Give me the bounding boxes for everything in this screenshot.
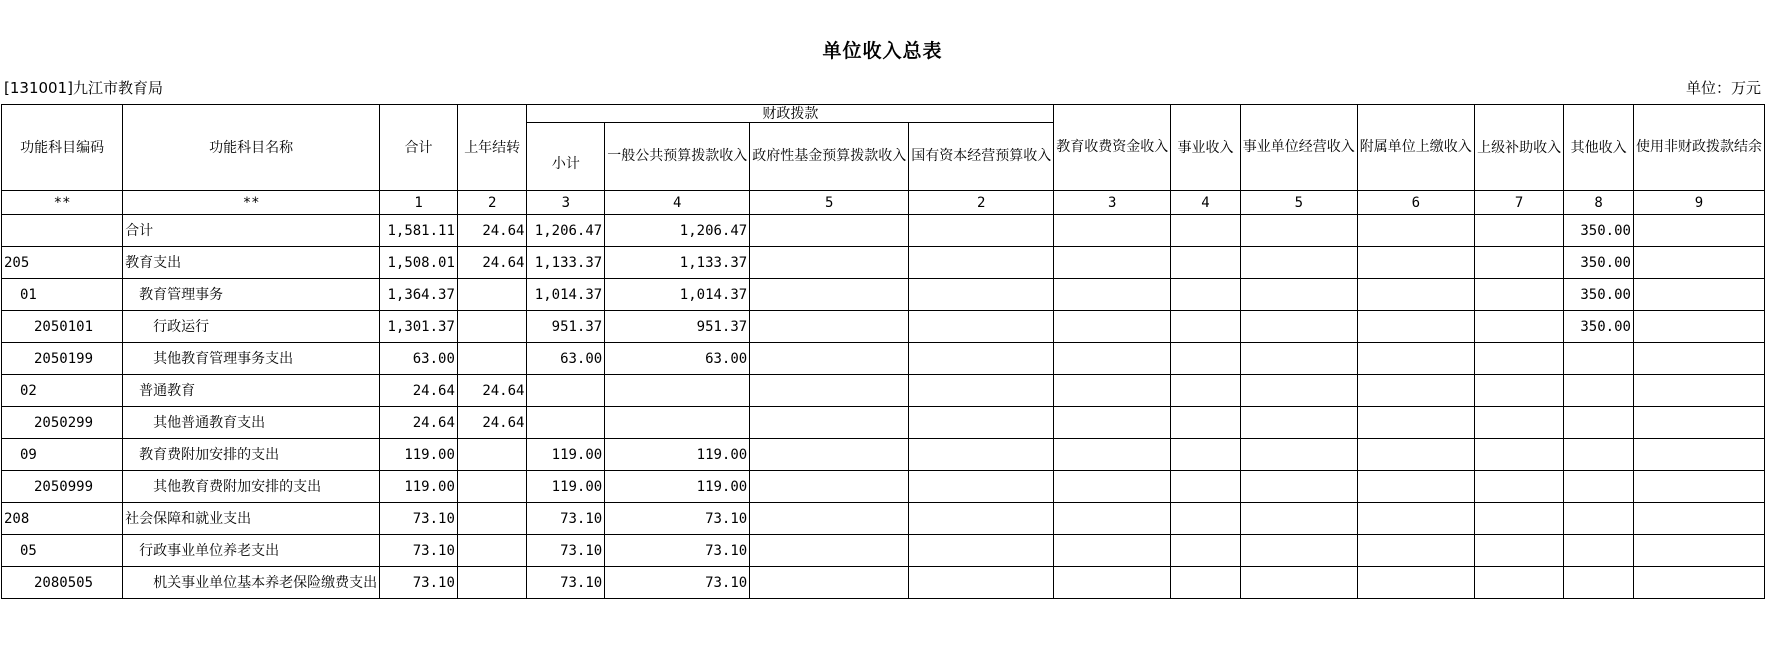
cell-code: 2050101 bbox=[2, 311, 123, 343]
cell-state-capital bbox=[909, 471, 1054, 503]
cell-superior bbox=[1474, 215, 1564, 247]
cell-carryover: 24.64 bbox=[457, 247, 527, 279]
cell-business bbox=[1171, 311, 1241, 343]
cell-non-fiscal bbox=[1633, 535, 1764, 567]
table-row bbox=[2, 535, 1765, 567]
cell-subtotal bbox=[527, 407, 605, 439]
cell-superior bbox=[1474, 471, 1564, 503]
cell-operating bbox=[1240, 407, 1357, 439]
cell-other bbox=[1564, 407, 1634, 439]
cell-other bbox=[1564, 343, 1634, 375]
cell-superior bbox=[1474, 279, 1564, 311]
cell-affiliated bbox=[1357, 311, 1474, 343]
cell-total: 73.10 bbox=[380, 535, 458, 567]
cell-business bbox=[1171, 535, 1241, 567]
cell-general: 951.37 bbox=[605, 311, 750, 343]
cell-code: 205 bbox=[2, 247, 123, 279]
cell-carryover: 24.64 bbox=[457, 215, 527, 247]
cell-affiliated bbox=[1357, 375, 1474, 407]
cell-affiliated bbox=[1357, 343, 1474, 375]
table-row bbox=[2, 407, 1765, 439]
cell-gov-fund bbox=[750, 439, 909, 471]
cell-carryover bbox=[457, 279, 527, 311]
cell-code: 2050999 bbox=[2, 471, 123, 503]
cell-superior bbox=[1474, 503, 1564, 535]
cell-affiliated bbox=[1357, 503, 1474, 535]
header-affiliated: 附属单位上缴收入 bbox=[1357, 105, 1474, 191]
cell-other: 350.00 bbox=[1564, 247, 1634, 279]
cell-operating bbox=[1240, 215, 1357, 247]
cell-code: 05 bbox=[2, 535, 123, 567]
cell-non-fiscal bbox=[1633, 567, 1764, 599]
header-non-fiscal: 使用非财政拨款结余 bbox=[1633, 105, 1764, 191]
cell-subtotal: 73.10 bbox=[527, 503, 605, 535]
cell-name: 其他普通教育支出 bbox=[123, 407, 380, 439]
cell-name: 教育管理事务 bbox=[123, 279, 380, 311]
cell-carryover bbox=[457, 439, 527, 471]
cell-operating bbox=[1240, 471, 1357, 503]
cell-edu-fee bbox=[1054, 343, 1171, 375]
cell-affiliated bbox=[1357, 567, 1474, 599]
cell-other: 350.00 bbox=[1564, 279, 1634, 311]
cell-business bbox=[1171, 279, 1241, 311]
header-subtotal: 小计 bbox=[527, 123, 605, 191]
cell-business bbox=[1171, 247, 1241, 279]
cell-total: 73.10 bbox=[380, 567, 458, 599]
index-cell: 5 bbox=[750, 191, 909, 215]
cell-edu-fee bbox=[1054, 311, 1171, 343]
table-row bbox=[2, 215, 1765, 247]
table-row bbox=[2, 311, 1765, 343]
cell-business bbox=[1171, 343, 1241, 375]
cell-superior bbox=[1474, 311, 1564, 343]
cell-subtotal bbox=[527, 375, 605, 407]
cell-state-capital bbox=[909, 439, 1054, 471]
cell-state-capital bbox=[909, 503, 1054, 535]
cell-other bbox=[1564, 503, 1634, 535]
cell-carryover bbox=[457, 311, 527, 343]
index-cell: 4 bbox=[1171, 191, 1241, 215]
cell-name: 其他教育管理事务支出 bbox=[123, 343, 380, 375]
cell-state-capital bbox=[909, 407, 1054, 439]
cell-general: 73.10 bbox=[605, 503, 750, 535]
cell-other: 350.00 bbox=[1564, 311, 1634, 343]
cell-business bbox=[1171, 567, 1241, 599]
cell-edu-fee bbox=[1054, 407, 1171, 439]
cell-carryover bbox=[457, 471, 527, 503]
cell-total: 24.64 bbox=[380, 407, 458, 439]
header-total: 合计 bbox=[380, 105, 458, 191]
cell-code: 09 bbox=[2, 439, 123, 471]
cell-code: 2050199 bbox=[2, 343, 123, 375]
cell-gov-fund bbox=[750, 215, 909, 247]
cell-operating bbox=[1240, 503, 1357, 535]
cell-affiliated bbox=[1357, 247, 1474, 279]
cell-general: 1,206.47 bbox=[605, 215, 750, 247]
cell-other: 350.00 bbox=[1564, 215, 1634, 247]
cell-operating bbox=[1240, 311, 1357, 343]
header-edu-fee: 教育收费资金收入 bbox=[1054, 105, 1171, 191]
cell-operating bbox=[1240, 567, 1357, 599]
cell-edu-fee bbox=[1054, 567, 1171, 599]
cell-affiliated bbox=[1357, 471, 1474, 503]
index-cell: 9 bbox=[1633, 191, 1764, 215]
cell-operating bbox=[1240, 375, 1357, 407]
table-row bbox=[2, 247, 1765, 279]
cell-carryover: 24.64 bbox=[457, 407, 527, 439]
index-cell: 2 bbox=[909, 191, 1054, 215]
cell-carryover bbox=[457, 535, 527, 567]
table-row bbox=[2, 567, 1765, 599]
index-cell: 1 bbox=[380, 191, 458, 215]
cell-other bbox=[1564, 439, 1634, 471]
cell-code: 208 bbox=[2, 503, 123, 535]
index-cell: 4 bbox=[605, 191, 750, 215]
cell-business bbox=[1171, 215, 1241, 247]
cell-edu-fee bbox=[1054, 439, 1171, 471]
cell-business bbox=[1171, 407, 1241, 439]
cell-subtotal: 1,133.37 bbox=[527, 247, 605, 279]
cell-operating bbox=[1240, 439, 1357, 471]
table-row bbox=[2, 439, 1765, 471]
cell-edu-fee bbox=[1054, 279, 1171, 311]
cell-general: 63.00 bbox=[605, 343, 750, 375]
cell-superior bbox=[1474, 407, 1564, 439]
cell-superior bbox=[1474, 375, 1564, 407]
cell-carryover: 24.64 bbox=[457, 375, 527, 407]
cell-other bbox=[1564, 535, 1634, 567]
cell-non-fiscal bbox=[1633, 503, 1764, 535]
cell-business bbox=[1171, 471, 1241, 503]
cell-affiliated bbox=[1357, 535, 1474, 567]
cell-affiliated bbox=[1357, 439, 1474, 471]
cell-edu-fee bbox=[1054, 375, 1171, 407]
cell-name: 教育费附加安排的支出 bbox=[123, 439, 380, 471]
cell-general: 73.10 bbox=[605, 535, 750, 567]
cell-name: 行政运行 bbox=[123, 311, 380, 343]
header-general: 一般公共预算拨款收入 bbox=[605, 123, 750, 191]
table-row bbox=[2, 503, 1765, 535]
index-cell: 2 bbox=[457, 191, 527, 215]
cell-operating bbox=[1240, 343, 1357, 375]
cell-name: 合计 bbox=[123, 215, 380, 247]
cell-name: 普通教育 bbox=[123, 375, 380, 407]
cell-state-capital bbox=[909, 279, 1054, 311]
cell-total: 73.10 bbox=[380, 503, 458, 535]
cell-subtotal: 119.00 bbox=[527, 471, 605, 503]
organization-label: [131001]九江市教育局 bbox=[4, 79, 163, 97]
cell-superior bbox=[1474, 567, 1564, 599]
page-title: 单位收入总表 bbox=[822, 40, 943, 62]
cell-gov-fund bbox=[750, 503, 909, 535]
cell-total: 1,581.11 bbox=[380, 215, 458, 247]
header-carryover: 上年结转 bbox=[457, 105, 527, 191]
cell-code: 02 bbox=[2, 375, 123, 407]
cell-name: 行政事业单位养老支出 bbox=[123, 535, 380, 567]
cell-carryover bbox=[457, 343, 527, 375]
cell-superior bbox=[1474, 247, 1564, 279]
cell-business bbox=[1171, 375, 1241, 407]
cell-general: 119.00 bbox=[605, 471, 750, 503]
cell-total: 63.00 bbox=[380, 343, 458, 375]
cell-state-capital bbox=[909, 567, 1054, 599]
cell-general: 1,014.37 bbox=[605, 279, 750, 311]
cell-non-fiscal bbox=[1633, 343, 1764, 375]
header-superior: 上级补助收入 bbox=[1474, 105, 1564, 191]
cell-code: 2050299 bbox=[2, 407, 123, 439]
index-cell: ** bbox=[2, 191, 123, 215]
cell-gov-fund bbox=[750, 375, 909, 407]
cell-gov-fund bbox=[750, 535, 909, 567]
cell-gov-fund bbox=[750, 567, 909, 599]
cell-subtotal: 119.00 bbox=[527, 439, 605, 471]
header-other: 其他收入 bbox=[1564, 105, 1634, 191]
cell-state-capital bbox=[909, 311, 1054, 343]
cell-affiliated bbox=[1357, 407, 1474, 439]
index-cell: 3 bbox=[527, 191, 605, 215]
cell-other bbox=[1564, 375, 1634, 407]
cell-non-fiscal bbox=[1633, 439, 1764, 471]
header-state-capital: 国有资本经营预算收入 bbox=[909, 123, 1054, 191]
cell-edu-fee bbox=[1054, 503, 1171, 535]
cell-subtotal: 63.00 bbox=[527, 343, 605, 375]
cell-non-fiscal bbox=[1633, 311, 1764, 343]
index-cell: 3 bbox=[1054, 191, 1171, 215]
cell-operating bbox=[1240, 279, 1357, 311]
cell-other bbox=[1564, 567, 1634, 599]
cell-total: 24.64 bbox=[380, 375, 458, 407]
cell-general bbox=[605, 375, 750, 407]
table-row bbox=[2, 343, 1765, 375]
cell-total: 119.00 bbox=[380, 439, 458, 471]
cell-name: 其他教育费附加安排的支出 bbox=[123, 471, 380, 503]
cell-gov-fund bbox=[750, 311, 909, 343]
cell-superior bbox=[1474, 343, 1564, 375]
table-row bbox=[2, 471, 1765, 503]
cell-edu-fee bbox=[1054, 471, 1171, 503]
index-cell: 5 bbox=[1240, 191, 1357, 215]
cell-gov-fund bbox=[750, 343, 909, 375]
cell-general: 73.10 bbox=[605, 567, 750, 599]
index-cell: 7 bbox=[1474, 191, 1564, 215]
cell-general: 1,133.37 bbox=[605, 247, 750, 279]
cell-carryover bbox=[457, 503, 527, 535]
cell-edu-fee bbox=[1054, 247, 1171, 279]
cell-total: 1,301.37 bbox=[380, 311, 458, 343]
cell-affiliated bbox=[1357, 215, 1474, 247]
cell-state-capital bbox=[909, 375, 1054, 407]
cell-gov-fund bbox=[750, 407, 909, 439]
cell-edu-fee bbox=[1054, 535, 1171, 567]
cell-total: 1,364.37 bbox=[380, 279, 458, 311]
cell-general: 119.00 bbox=[605, 439, 750, 471]
cell-superior bbox=[1474, 439, 1564, 471]
cell-subtotal: 1,206.47 bbox=[527, 215, 605, 247]
cell-subtotal: 1,014.37 bbox=[527, 279, 605, 311]
cell-code: 2080505 bbox=[2, 567, 123, 599]
cell-state-capital bbox=[909, 535, 1054, 567]
index-cell: ** bbox=[123, 191, 380, 215]
cell-non-fiscal bbox=[1633, 471, 1764, 503]
unit-label: 单位：万元 bbox=[1685, 79, 1761, 97]
cell-non-fiscal bbox=[1633, 375, 1764, 407]
cell-non-fiscal bbox=[1633, 215, 1764, 247]
cell-name: 机关事业单位基本养老保险缴费支出 bbox=[123, 567, 380, 599]
cell-superior bbox=[1474, 535, 1564, 567]
cell-general bbox=[605, 407, 750, 439]
cell-non-fiscal bbox=[1633, 407, 1764, 439]
cell-state-capital bbox=[909, 247, 1054, 279]
header-fiscal-group: 财政拨款 bbox=[527, 105, 1054, 123]
index-cell: 8 bbox=[1564, 191, 1634, 215]
cell-subtotal: 951.37 bbox=[527, 311, 605, 343]
cell-gov-fund bbox=[750, 471, 909, 503]
cell-code: 01 bbox=[2, 279, 123, 311]
cell-gov-fund bbox=[750, 279, 909, 311]
cell-operating bbox=[1240, 247, 1357, 279]
cell-subtotal: 73.10 bbox=[527, 535, 605, 567]
index-cell: 6 bbox=[1357, 191, 1474, 215]
cell-business bbox=[1171, 439, 1241, 471]
cell-state-capital bbox=[909, 215, 1054, 247]
cell-name: 社会保障和就业支出 bbox=[123, 503, 380, 535]
cell-carryover bbox=[457, 567, 527, 599]
header-operating: 事业单位经营收入 bbox=[1240, 105, 1357, 191]
cell-gov-fund bbox=[750, 247, 909, 279]
cell-operating bbox=[1240, 535, 1357, 567]
cell-total: 1,508.01 bbox=[380, 247, 458, 279]
cell-other bbox=[1564, 471, 1634, 503]
header-code: 功能科目编码 bbox=[2, 105, 123, 191]
cell-edu-fee bbox=[1054, 215, 1171, 247]
cell-code bbox=[2, 215, 123, 247]
cell-subtotal: 73.10 bbox=[527, 567, 605, 599]
table-row bbox=[2, 375, 1765, 407]
cell-business bbox=[1171, 503, 1241, 535]
table-row bbox=[2, 279, 1765, 311]
cell-non-fiscal bbox=[1633, 279, 1764, 311]
cell-total: 119.00 bbox=[380, 471, 458, 503]
cell-state-capital bbox=[909, 343, 1054, 375]
cell-affiliated bbox=[1357, 279, 1474, 311]
header-name: 功能科目名称 bbox=[123, 105, 380, 191]
income-summary-table bbox=[1, 104, 1765, 599]
header-gov-fund: 政府性基金预算拨款收入 bbox=[750, 123, 909, 191]
cell-name: 教育支出 bbox=[123, 247, 380, 279]
header-business: 事业收入 bbox=[1171, 105, 1241, 191]
cell-non-fiscal bbox=[1633, 247, 1764, 279]
